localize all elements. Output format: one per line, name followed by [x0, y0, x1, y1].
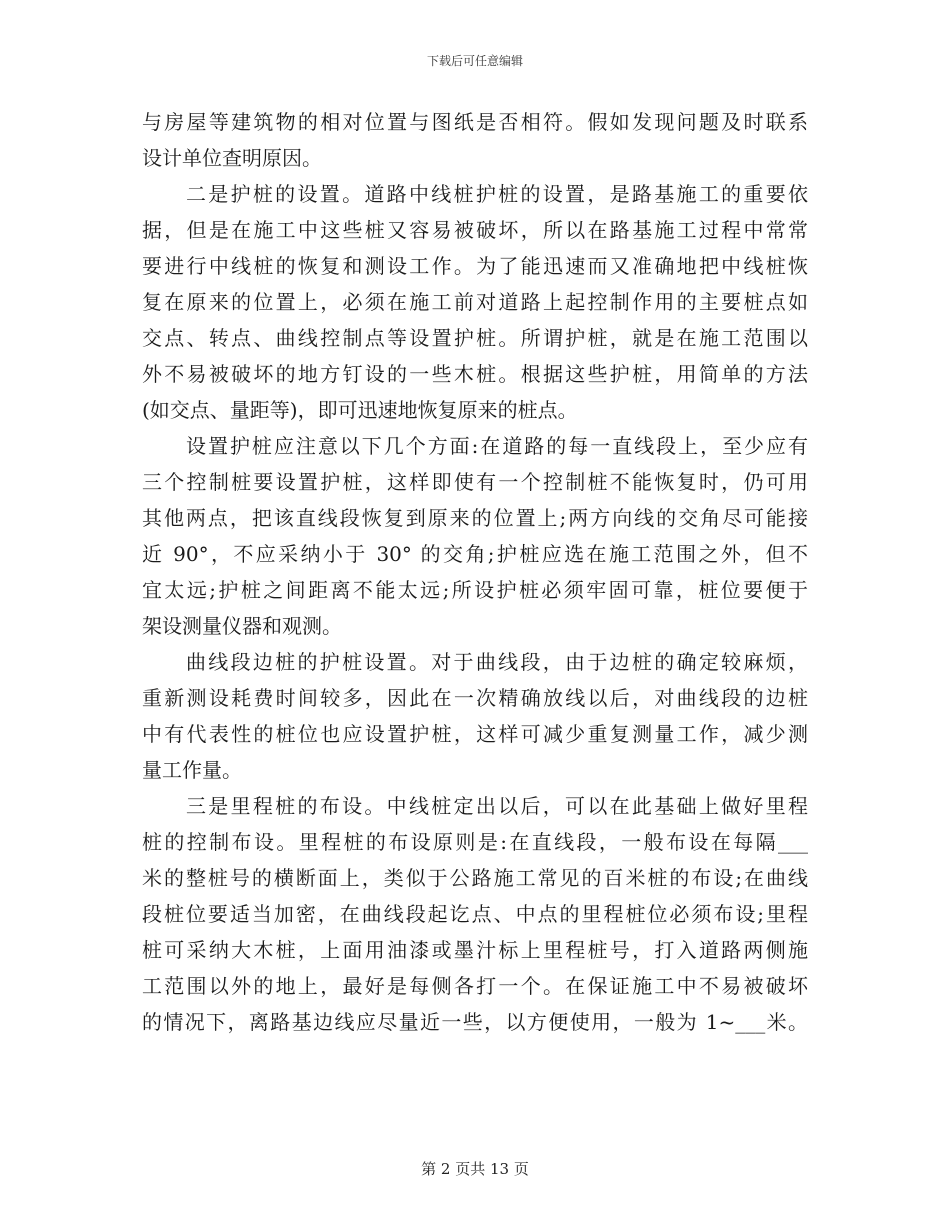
text-line: 复在原来的位置上，必须在施工前对道路上起控制作用的主要桩点如: [142, 290, 808, 314]
text-line: 曲线段边桩的护桩设置。对于曲线段，由于边桩的确定较麻烦，: [186, 650, 808, 674]
text-line: 设计单位查明原因。: [142, 146, 322, 170]
text-line: 二是护桩的设置。道路中线桩护桩的设置，是路基施工的重要依: [186, 182, 808, 206]
text-line: 工范围以外的地上，最好是每侧各打一个。在保证施工中不易被破坏: [142, 974, 808, 998]
paragraph: [142, 644, 808, 788]
text-line: 米的整桩号的横断面上，类似于公路施工常见的百米桩的布设;在曲线: [142, 866, 808, 890]
paragraph: [142, 428, 808, 644]
text-line: 交点、转点、曲线控制点等设置护桩。所谓护桩，就是在施工范围以: [142, 326, 808, 350]
document-body: [142, 104, 808, 1040]
text-line: 段桩位要适当加密，在曲线段起讫点、中点的里程桩位必须布设;里程: [142, 902, 808, 926]
page-header: 下载后可任意编辑: [426, 54, 523, 68]
text-line: 要进行中线桩的恢复和测设工作。为了能迅速而又准确地把中线桩恢: [142, 254, 808, 278]
text-line: 其他两点，把该直线段恢复到原来的位置上;两方向线的交角尽可能接: [142, 506, 808, 530]
paragraph: [142, 176, 808, 428]
text-line: 外不易被破坏的地方钉设的一些木桩。根据这些护桩，用简单的方法: [142, 362, 808, 386]
page-footer: 第 2 页共 13 页: [421, 1160, 529, 1178]
text-line: 重新测设耗费时间较多，因此在一次精确放线以后，对曲线段的边桩: [142, 686, 808, 710]
text-line: 据，但是在施工中这些桩又容易被破坏，所以在路基施工过程中常常: [142, 218, 808, 242]
text-line: 中有代表性的桩位也应设置护桩，这样可减少重复测量工作，减少测: [142, 722, 808, 746]
text-line: 架设测量仪器和观测。: [142, 614, 342, 638]
text-line: 的情况下，离路基边线应尽量近一些，以方便使用，一般为 1~___米。: [142, 1010, 808, 1034]
text-line: 三是里程桩的布设。中线桩定出以后，可以在此基础上做好里程: [186, 794, 808, 818]
text-line: 设置护桩应注意以下几个方面:在道路的每一直线段上，至少应有: [186, 434, 808, 458]
text-line: 近 90°，不应采纳小于 30° 的交角;护桩应选在施工范围之外，但不: [142, 542, 808, 566]
paragraph: [142, 104, 808, 176]
text-line: 桩的控制布设。里程桩的布设原则是:在直线段，一般布设在每隔___: [142, 830, 808, 854]
text-line: 三个控制桩要设置护桩，这样即使有一个控制桩不能恢复时，仍可用: [142, 470, 808, 494]
text-line: 宜太远;护桩之间距离不能太远;所设护桩必须牢固可靠，桩位要便于: [142, 578, 808, 602]
text-line: 与房屋等建筑物的相对位置与图纸是否相符。假如发现问题及时联系: [142, 110, 808, 134]
text-line: (如交点、量距等)，即可迅速地恢复原来的桩点。: [142, 398, 578, 422]
text-line: 桩可采纳大木桩，上面用油漆或墨汁标上里程桩号，打入道路两侧施: [142, 938, 808, 962]
paragraph: [142, 788, 808, 1040]
text-line: 量工作量。: [142, 758, 242, 782]
